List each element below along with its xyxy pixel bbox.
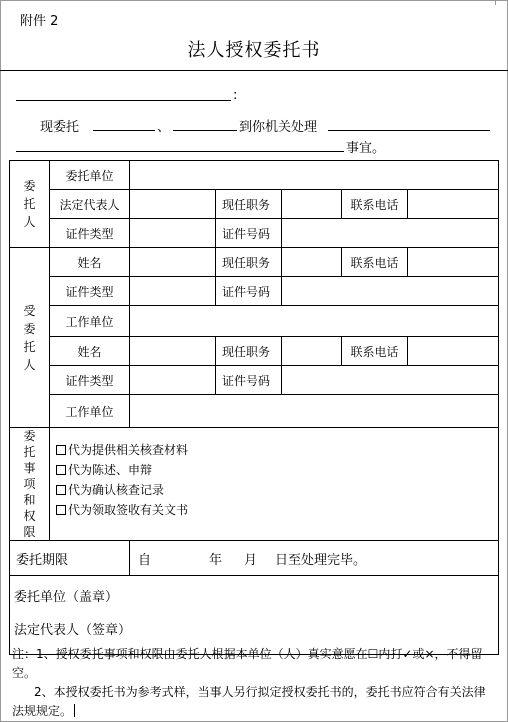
agent2-id-type-field[interactable]: [130, 366, 216, 395]
page-corner-mark: [495, 0, 504, 5]
note-2-line-2: 法规规定。: [12, 704, 73, 718]
principal-phone-field[interactable]: [408, 190, 499, 219]
principal-unit-field[interactable]: [130, 161, 499, 190]
signature-area[interactable]: [10, 576, 499, 655]
agent2-phone-field[interactable]: [408, 337, 499, 366]
agent1-id-type-field[interactable]: [130, 277, 216, 306]
agent2-position-field[interactable]: [282, 337, 342, 366]
agent1-position-field[interactable]: [282, 248, 342, 277]
legal-rep-label: 法定代表人: [50, 190, 130, 219]
principal-id-number-field[interactable]: [282, 219, 499, 248]
agent1-id-type-label: 证件类型: [50, 277, 130, 306]
note-1-line-1: 注：1、授权委托事项和权限由委托人根据本单位（人）真实意愿在☐内打✓或×，不得留: [12, 647, 483, 661]
matter-item[interactable]: 代为提供相关核查材料: [56, 440, 498, 460]
principal-id-type-field[interactable]: [130, 219, 216, 248]
term-month: 月: [244, 552, 258, 568]
matter-item[interactable]: 代为陈述、申辩: [56, 460, 498, 480]
entrust-suffix: 事宜。: [346, 141, 386, 156]
agent2-id-type-label: 证件类型: [50, 366, 130, 395]
agent1-id-number-field[interactable]: [282, 277, 499, 306]
seal-rep-label: 法定代表人（签章）: [14, 623, 132, 638]
agent2-work-unit-field[interactable]: [130, 395, 499, 428]
agent1-phone-field[interactable]: [408, 248, 499, 277]
agent1-position-label: 现任职务: [216, 248, 282, 277]
agent1-name-label: 姓名: [50, 248, 130, 277]
checkbox-icon[interactable]: [56, 445, 66, 455]
agent-name-blank-2[interactable]: [173, 130, 237, 131]
agent1-name-field[interactable]: [130, 248, 216, 277]
notes: [12, 645, 486, 721]
addressee-blank[interactable]: [16, 100, 231, 101]
principal-phone-label: 联系电话: [342, 190, 408, 219]
principal-section-label: 委 托 人: [10, 161, 50, 248]
seal-unit-label: 委托单位（盖章）: [14, 590, 119, 605]
agent-section-label: 受 委 托 人: [10, 248, 50, 428]
term-day-end: 日至处理完毕。: [275, 552, 367, 568]
term-field[interactable]: [130, 541, 499, 576]
title-divider: [0, 70, 508, 71]
agent2-work-unit-label: 工作单位: [50, 395, 130, 428]
agent2-phone-label: 联系电话: [342, 337, 408, 366]
agent-name-blank-1[interactable]: [93, 130, 155, 131]
checkbox-icon[interactable]: [56, 505, 66, 515]
principal-id-number-label: 证件号码: [216, 219, 282, 248]
term-label: 委托期限: [10, 541, 130, 576]
agent2-id-number-label: 证件号码: [216, 366, 282, 395]
agent2-position-label: 现任职务: [216, 337, 282, 366]
term-year: 年: [209, 552, 223, 568]
agent2-id-number-field[interactable]: [282, 366, 499, 395]
matters-list: [50, 428, 499, 541]
text-cursor: [74, 704, 75, 717]
checkbox-icon[interactable]: [56, 485, 66, 495]
entrust-middle: 到你机关处理: [239, 120, 318, 135]
entrust-prefix: 现委托: [40, 120, 80, 135]
agent2-name-label: 姓名: [50, 337, 130, 366]
term-from: 自: [138, 552, 152, 568]
legal-rep-field[interactable]: [130, 190, 216, 219]
agent1-id-number-label: 证件号码: [216, 277, 282, 306]
agent2-name-field[interactable]: [130, 337, 216, 366]
note-2-line-1: 2、本授权委托书为参考式样，当事人另行拟定授权委托书的，委托书应符合有关法律: [34, 685, 486, 699]
principal-position-label: 现任职务: [216, 190, 282, 219]
attachment-label: 附件 2: [20, 14, 59, 29]
matters-section-label: 委 托 事 项 和 权 限: [10, 428, 50, 541]
checkbox-icon[interactable]: [56, 465, 66, 475]
principal-id-type-label: 证件类型: [50, 219, 130, 248]
authorization-table: [9, 160, 499, 655]
addressee-colon: :: [233, 88, 238, 103]
document-title: 法人授权委托书: [187, 40, 321, 61]
note-1-line-2: 空。: [12, 666, 37, 680]
matter-item[interactable]: 代为确认核查记录: [56, 480, 498, 500]
matter-item[interactable]: 代为领取签收有关文书: [56, 500, 498, 520]
agent1-phone-label: 联系电话: [342, 248, 408, 277]
matter-blank-1[interactable]: [328, 130, 490, 131]
entrust-separator: 、: [157, 120, 171, 135]
agent1-work-unit-label: 工作单位: [50, 306, 130, 337]
principal-position-field[interactable]: [282, 190, 342, 219]
matter-blank-2[interactable]: [16, 151, 344, 152]
principal-unit-label: 委托单位: [50, 161, 130, 190]
agent1-work-unit-field[interactable]: [130, 306, 499, 337]
